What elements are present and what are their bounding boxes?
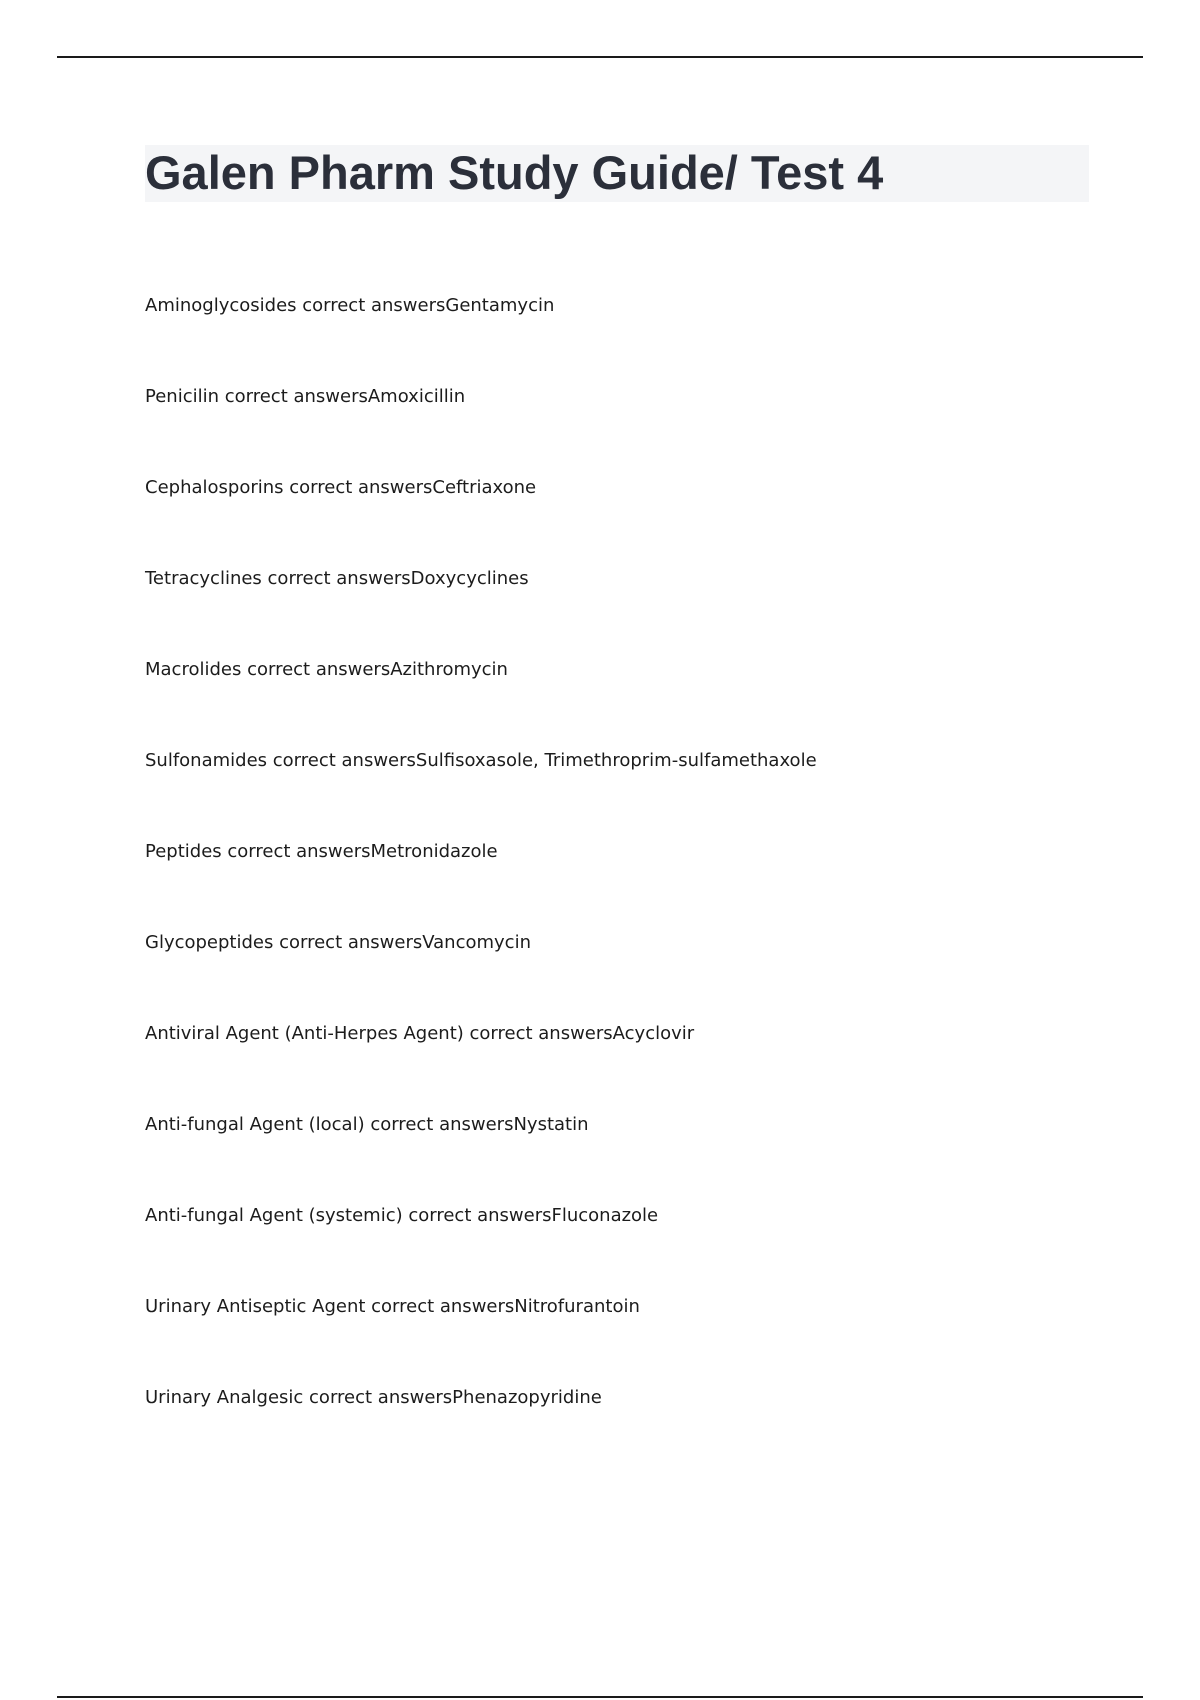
qa-list [145, 292, 817, 1475]
qa-item: Urinary Analgesic correct answersPhenazopyridine [145, 1387, 602, 1408]
bottom-rule [57, 1696, 1143, 1698]
qa-item: Urinary Antiseptic Agent correct answersNitrofurantoin [145, 1296, 640, 1317]
qa-item: Anti-fungal Agent (systemic) correct answersFluconazole [145, 1205, 659, 1226]
top-rule [57, 56, 1143, 58]
qa-item: Penicilin correct answersAmoxicillin [145, 386, 466, 407]
qa-item: Tetracyclines correct answersDoxycyclines [145, 568, 529, 589]
qa-item: Peptides correct answersMetronidazole [145, 841, 498, 862]
qa-item: Macrolides correct answersAzithromycin [145, 659, 508, 680]
qa-item: Aminoglycosides correct answersGentamycin [145, 295, 555, 316]
qa-item: Antiviral Agent (Anti-Herpes Agent) correct answersAcyclovir [145, 1023, 695, 1044]
page-title: Galen Pharm Study Guide/ Test 4 [145, 146, 884, 199]
qa-item: Sulfonamides correct answersSulfisoxasole, Trimethroprim-sulfamethaxole [145, 750, 817, 771]
qa-item: Anti-fungal Agent (local) correct answersNystatin [145, 1114, 589, 1135]
qa-item: Cephalosporins correct answersCeftriaxone [145, 477, 537, 498]
qa-item: Glycopeptides correct answersVancomycin [145, 932, 531, 953]
